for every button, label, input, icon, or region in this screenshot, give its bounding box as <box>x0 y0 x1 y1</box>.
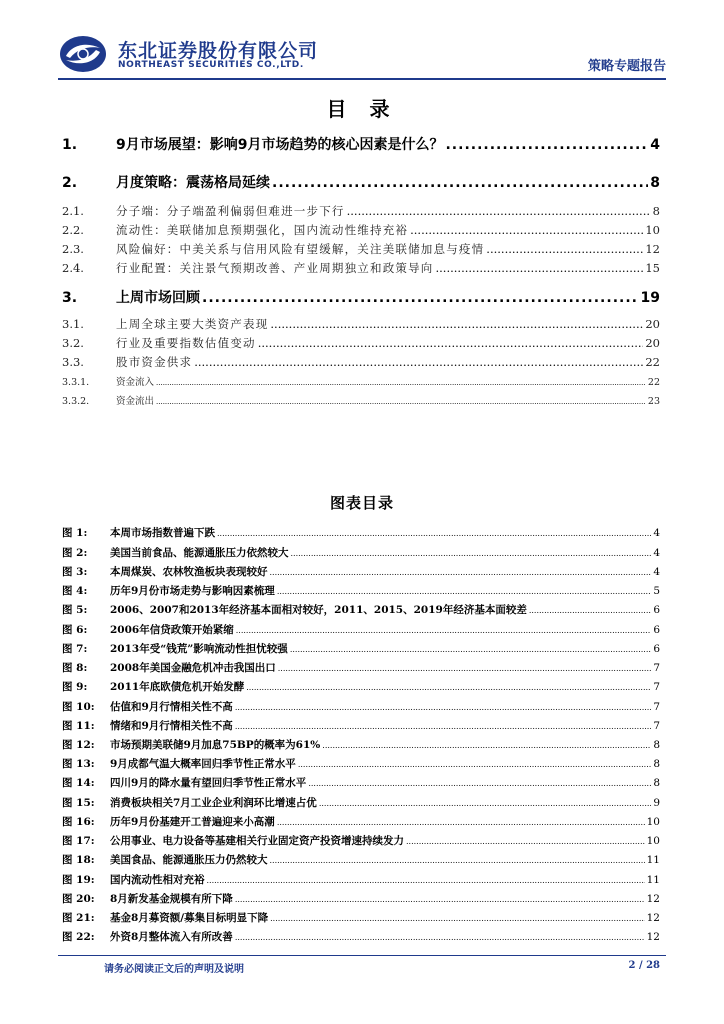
toc-title: 目 录 <box>326 97 398 121</box>
toc-leader-dots <box>272 175 648 191</box>
figure-label: 图 13: <box>62 758 95 770</box>
figure-label: 图 11: <box>62 720 95 732</box>
figure-leader-dots <box>322 741 651 750</box>
toc-entry-page: 22 <box>645 355 660 369</box>
figure-entry[interactable] <box>62 872 660 887</box>
figure-text: 情绪和9月行情相关性不高 <box>110 720 233 732</box>
toc-entry-text: 资金流入 <box>116 377 155 388</box>
figure-page: 6 <box>653 643 660 655</box>
figure-label: 图 2: <box>62 547 88 559</box>
figure-label: 图 16: <box>62 816 95 828</box>
figure-text: 2013年受“钱荒”影响流动性担忧较强 <box>110 643 288 655</box>
figure-label: 图 4: <box>62 585 88 597</box>
toc-entry-text: 行业及重要指数估值变动 <box>116 336 256 350</box>
figure-leader-dots <box>217 529 651 538</box>
toc-entry-number: 2.3. <box>62 242 84 256</box>
toc-entry-page: 23 <box>647 396 660 407</box>
toc-entry[interactable] <box>62 316 660 332</box>
toc-entry-text: 资金流出 <box>116 396 155 407</box>
toc-entry[interactable] <box>62 374 660 388</box>
figure-leader-dots <box>236 626 652 635</box>
toc-entry[interactable] <box>62 203 660 219</box>
figure-label: 图 19: <box>62 874 95 886</box>
report-type: 策略专题报告 <box>587 59 666 74</box>
figure-page: 7 <box>653 662 660 674</box>
figure-entry[interactable] <box>62 564 660 579</box>
figure-leader-dots <box>270 856 645 865</box>
figure-leader-dots <box>277 587 652 596</box>
toc-entry-page: 8 <box>652 204 660 218</box>
figure-text: 四川9月的降水量有望回归季节性正常水平 <box>110 777 307 789</box>
toc-entry-text: 行业配置：关注景气预期改善、产业周期独立和政策导向 <box>116 261 434 275</box>
figure-page: 10 <box>646 816 660 828</box>
toc-entry-page: 12 <box>645 242 660 256</box>
figure-page: 12 <box>646 912 660 924</box>
figure-page: 12 <box>646 931 660 943</box>
footer-divider <box>58 955 666 956</box>
figure-entry[interactable] <box>62 795 660 810</box>
figure-label: 图 12: <box>62 739 95 751</box>
figure-leader-dots <box>246 683 651 692</box>
figure-entry[interactable] <box>62 525 660 540</box>
figure-leader-dots <box>319 799 652 808</box>
toc-leader-dots <box>156 398 646 406</box>
figure-page: 4 <box>653 566 660 578</box>
figure-label: 图 8: <box>62 662 88 674</box>
toc-leader-dots <box>258 336 644 350</box>
toc-entry-page: 22 <box>647 377 660 388</box>
figure-entry[interactable] <box>62 929 660 944</box>
figure-text: 2006、2007和2013年经济基本面相对较好，2011、2015、2019年经济基本面较差 <box>110 604 527 616</box>
toc-entry-page: 10 <box>645 223 660 237</box>
figures-title: 图表目录 <box>329 494 394 512</box>
figure-text: 历年9月份基建开工普遍迎来小高潮 <box>110 816 275 828</box>
toc-entry-text: 分子端：分子端盈利偏弱但难进一步下行 <box>116 204 345 218</box>
figure-text: 美国食品、能源通胀压力仍然较大 <box>110 854 268 866</box>
company-logo-icon <box>58 34 108 74</box>
brand-name-cn: 东北证券股份有限公司 <box>118 40 319 62</box>
toc-entry-text: 流动性：美联储加息预期强化，国内流动性维持充裕 <box>116 223 409 237</box>
figure-page: 7 <box>653 681 660 693</box>
figure-leader-dots <box>270 568 652 577</box>
toc-entry-page: 20 <box>645 317 660 331</box>
toc-entry-page: 19 <box>640 290 660 306</box>
figure-label: 图 17: <box>62 835 95 847</box>
figure-label: 图 21: <box>62 912 95 924</box>
figure-entry[interactable] <box>62 756 660 771</box>
figure-entry[interactable] <box>62 679 660 694</box>
toc-entry-number: 3.3.2. <box>62 396 90 407</box>
toc-entry[interactable] <box>62 241 660 257</box>
toc-entry-number: 3. <box>62 290 78 306</box>
toc-entry-page: 15 <box>645 261 660 275</box>
figure-entry[interactable] <box>62 891 660 906</box>
figure-entry[interactable] <box>62 602 660 617</box>
toc-entry-number: 1. <box>62 137 78 153</box>
figure-entry[interactable] <box>62 718 660 733</box>
figure-leader-dots <box>235 722 652 731</box>
figure-entry[interactable] <box>62 814 660 829</box>
figure-leader-dots <box>235 895 645 904</box>
figure-page: 11 <box>646 854 660 866</box>
figure-entry[interactable] <box>62 852 660 867</box>
figure-page: 5 <box>653 585 660 597</box>
figure-text: 市场预期美联储9月加息75BP的概率为61% <box>110 739 321 751</box>
figure-text: 2006年信贷政策开始紧缩 <box>110 624 234 636</box>
figure-entry[interactable] <box>62 641 660 656</box>
toc-entry[interactable] <box>62 172 660 192</box>
figure-entry[interactable] <box>62 699 660 714</box>
toc-entry-text: 月度策略：震荡格局延续 <box>116 175 270 191</box>
figure-page: 8 <box>653 758 660 770</box>
toc-entry[interactable] <box>62 222 660 238</box>
toc-entry-number: 3.3. <box>62 355 84 369</box>
figure-page: 12 <box>646 893 660 905</box>
figure-page: 7 <box>653 701 660 713</box>
figure-leader-dots <box>207 876 645 885</box>
toc-leader-dots <box>347 204 651 218</box>
toc-entry-number: 3.3.1. <box>62 377 90 388</box>
toc-leader-dots <box>194 355 643 369</box>
figure-page: 4 <box>653 527 660 539</box>
figure-leader-dots <box>278 664 652 673</box>
figure-text: 9月成都气温大概率回归季节性正常水平 <box>110 758 296 770</box>
figure-leader-dots <box>290 645 652 654</box>
figure-text: 2008年美国金融危机冲击我国出口 <box>110 662 276 674</box>
figure-page: 11 <box>646 874 660 886</box>
figure-page: 10 <box>646 835 660 847</box>
figure-label: 图 14: <box>62 777 95 789</box>
toc-entry-page: 4 <box>650 137 660 153</box>
figure-entry[interactable] <box>62 910 660 925</box>
figure-label: 图 7: <box>62 643 88 655</box>
toc-entry-number: 3.1. <box>62 317 84 331</box>
figure-entry[interactable] <box>62 545 660 560</box>
figure-entry[interactable] <box>62 737 660 752</box>
figure-page: 9 <box>653 797 660 809</box>
toc-leader-dots <box>436 261 644 275</box>
figure-leader-dots <box>529 606 651 615</box>
toc-leader-dots <box>486 242 643 256</box>
toc-leader-dots <box>156 379 646 387</box>
toc-entry[interactable] <box>62 335 660 351</box>
figure-text: 8月新发基金规模有所下降 <box>110 893 233 905</box>
toc-leader-dots <box>410 223 643 237</box>
toc-entry[interactable] <box>62 354 660 370</box>
figure-leader-dots <box>277 818 645 827</box>
figure-leader-dots <box>235 703 652 712</box>
figure-text: 消费板块相关7月工业企业利润环比增速占优 <box>110 797 317 809</box>
header-divider <box>58 78 666 80</box>
toc-entry[interactable] <box>62 134 660 154</box>
toc-entry[interactable] <box>62 260 660 276</box>
figure-page: 4 <box>653 547 660 559</box>
figure-text: 外资8月整体流入有所改善 <box>110 931 233 943</box>
figure-leader-dots <box>291 549 652 558</box>
figure-label: 图 3: <box>62 566 88 578</box>
toc-entry-text: 风险偏好：中美关系与信用风险有望缓解，关注美联储加息与疫情 <box>116 242 485 256</box>
figure-entry[interactable] <box>62 833 660 848</box>
toc-leader-dots <box>270 317 643 331</box>
figure-text: 本周煤炭、农林牧渔板块表现较好 <box>110 566 268 578</box>
figure-label: 图 15: <box>62 797 95 809</box>
figure-label: 图 18: <box>62 854 95 866</box>
toc-entry-text: 上周市场回顾 <box>116 290 200 306</box>
toc-leader-dots <box>445 137 648 153</box>
figure-leader-dots <box>270 914 644 923</box>
brand-name-en: NORTHEAST SECURITIES CO.,LTD. <box>118 60 304 70</box>
figure-page: 8 <box>653 777 660 789</box>
figure-text: 估值和9月行情相关性不高 <box>110 701 233 713</box>
toc-entry-text: 上周全球主要大类资产表现 <box>116 317 269 331</box>
figure-leader-dots <box>298 760 652 769</box>
figure-label: 图 1: <box>62 527 88 539</box>
figure-page: 7 <box>653 720 660 732</box>
figure-entry[interactable] <box>62 622 660 637</box>
figure-label: 图 10: <box>62 701 95 713</box>
figure-label: 图 6: <box>62 624 88 636</box>
figure-label: 图 22: <box>62 931 95 943</box>
figure-page: 8 <box>653 739 660 751</box>
toc-entry-number: 2.4. <box>62 261 84 275</box>
figure-text: 基金8月募资额/募集目标明显下降 <box>110 912 269 924</box>
figure-page: 6 <box>653 624 660 636</box>
toc-entry-number: 2.1. <box>62 204 84 218</box>
figure-leader-dots <box>235 933 645 942</box>
figure-text: 本周市场指数普遍下跌 <box>110 527 215 539</box>
toc-entry-number: 2. <box>62 175 78 191</box>
figure-text: 公用事业、电力设备等基建相关行业固定资产投资增速持续发力 <box>110 835 404 847</box>
toc-entry-text: 9月市场展望：影响9月市场趋势的核心因素是什么？ <box>116 137 444 153</box>
figure-text: 2011年底欧债危机开始发酵 <box>110 681 245 693</box>
page-header <box>58 30 666 78</box>
toc-entry-number: 2.2. <box>62 223 84 237</box>
figure-entry[interactable] <box>62 583 660 598</box>
figure-text: 历年9月份市场走势与影响因素梳理 <box>110 585 275 597</box>
figure-label: 图 9: <box>62 681 88 693</box>
figure-entry[interactable] <box>62 660 660 675</box>
toc-entry-page: 8 <box>650 175 660 191</box>
figure-label: 图 20: <box>62 893 95 905</box>
figure-leader-dots <box>406 837 645 846</box>
toc-entry-page: 20 <box>645 336 660 350</box>
toc-leader-dots <box>202 290 639 306</box>
toc-entry[interactable] <box>62 393 660 407</box>
figure-text: 美国当前食品、能源通胀压力依然较大 <box>110 547 289 559</box>
footer-disclaimer-note: 请务必阅读正文后的声明及说明 <box>104 964 244 975</box>
figure-leader-dots <box>308 779 651 788</box>
figure-label: 图 5: <box>62 604 88 616</box>
figure-page: 6 <box>653 604 660 616</box>
figure-text: 国内流动性相对充裕 <box>110 874 205 886</box>
toc-entry[interactable] <box>62 287 660 307</box>
toc-entry-number: 3.2. <box>62 336 84 350</box>
figure-entry[interactable] <box>62 775 660 790</box>
toc-entry-text: 股市资金供求 <box>116 355 193 369</box>
footer-page-number: 2 / 28 <box>628 960 660 971</box>
